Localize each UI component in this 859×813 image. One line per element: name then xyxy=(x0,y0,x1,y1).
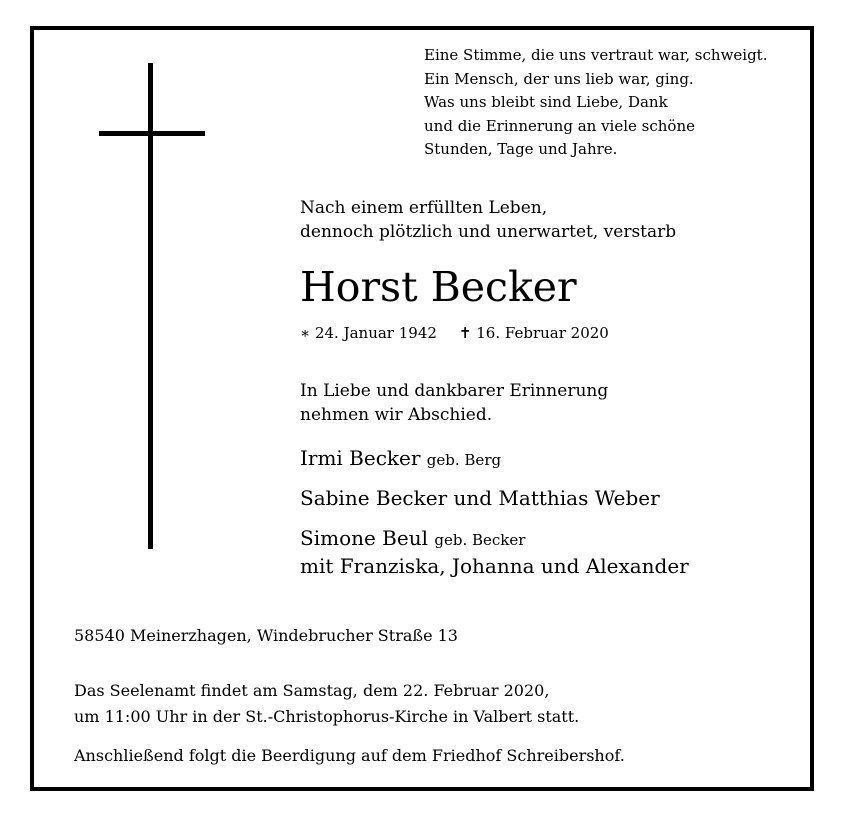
mourner-name: Sabine Becker und Matthias Weber xyxy=(300,486,660,510)
mourner-3 xyxy=(300,524,525,554)
mourner-1 xyxy=(300,444,501,474)
intro-text xyxy=(300,196,676,244)
deceased-name: Horst Becker xyxy=(300,263,577,311)
poem-line: Was uns bleibt sind Liebe, Dank xyxy=(424,93,668,111)
mourner-2 xyxy=(300,484,660,512)
life-dates xyxy=(300,322,609,344)
family-address: 58540 Meinerzhagen, Windebrucher Straße 13 xyxy=(74,626,458,645)
farewell-text xyxy=(300,379,608,427)
mourner-4 xyxy=(300,552,689,580)
death-date: ✝ 16. Februar 2020 xyxy=(458,324,609,342)
service-line-2: um 11:00 Uhr in der St.-Christophorus-Kirche in Valbert statt. xyxy=(74,707,580,726)
intro-line-2: dennoch plötzlich und unerwartet, verstarb xyxy=(300,222,677,242)
service-info xyxy=(74,678,579,730)
burial-info: Anschließend folgt die Beerdigung auf dem Friedhof Schreibershof. xyxy=(74,746,625,765)
poem-line: und die Erinnerung an viele schöne xyxy=(424,116,696,135)
service-line-1: Das Seelenamt findet am Samstag, dem 22. Februar 2020, xyxy=(74,681,550,700)
cross-horizontal-bar xyxy=(99,131,205,136)
poem-line: Eine Stimme, die uns vertraut war, schweigt. xyxy=(424,46,768,64)
maiden-name-note: geb. Berg xyxy=(426,451,502,469)
farewell-line-2: nehmen wir Abschied. xyxy=(300,405,493,425)
mourner-name: Irmi Becker xyxy=(300,446,421,470)
poem-line: Ein Mensch, der uns lieb war, ging. xyxy=(424,69,694,88)
maiden-name-note: geb. Becker xyxy=(434,531,526,549)
mourner-name: Simone Beul xyxy=(300,526,428,550)
poem-line: Stunden, Tage und Jahre. xyxy=(424,140,618,158)
intro-line-1: Nach einem erfüllten Leben, xyxy=(300,198,548,218)
birth-date: ∗ 24. Januar 1942 xyxy=(300,324,437,342)
poem xyxy=(424,44,767,162)
mourner-name: mit Franziska, Johanna und Alexander xyxy=(300,554,689,578)
farewell-line-1: In Liebe und dankbarer Erinnerung xyxy=(300,381,609,401)
